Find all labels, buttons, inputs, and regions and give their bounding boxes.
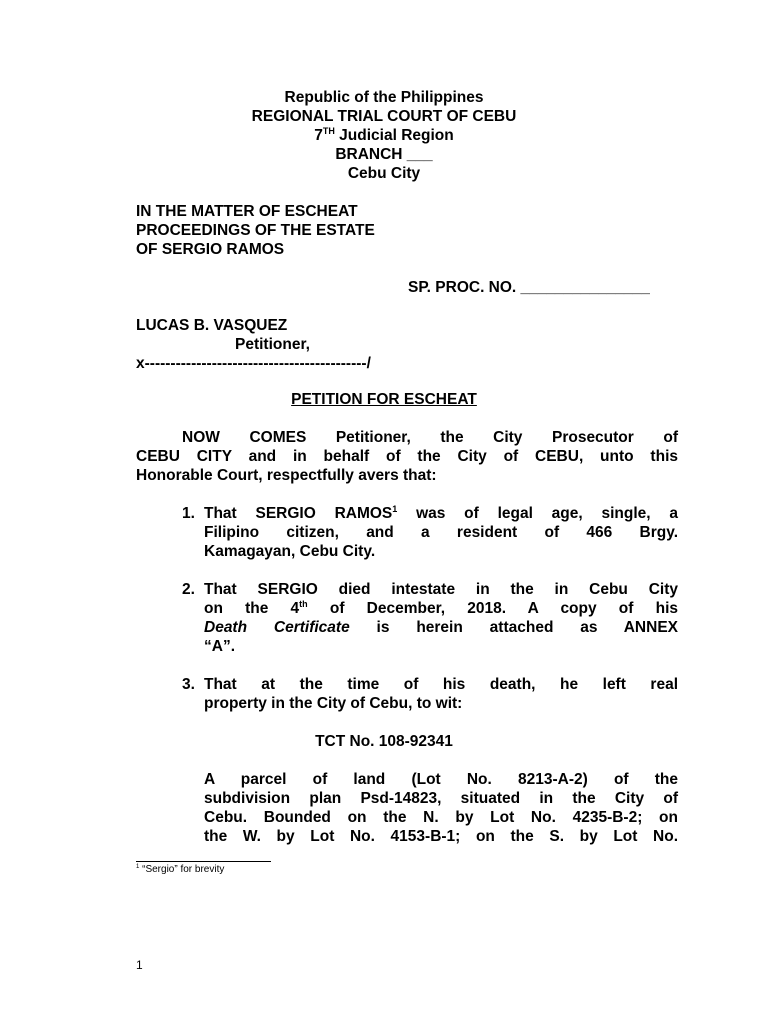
header-region: 7TH Judicial Region [314,126,454,144]
item-2-line-3: Death Certificate is herein attached as ANNEX [204,619,678,636]
caption-matter-line-3: OF SERGIO RAMOS [136,241,285,258]
caption-separator: x-------------------------------------------/ [136,355,371,372]
item-1-line-2: Filipino citizen, and a resident of 466 Brgy. [204,524,678,541]
petitioner-name: LUCAS B. VASQUEZ [136,317,288,334]
document-title: PETITION FOR ESCHEAT [291,391,477,408]
footnote: $^1$ “Sergio” for brevity [136,864,225,875]
land-line-3: Cebu. Bounded on the N. by Lot No. 4235-B-2; on [204,809,678,826]
land-line-2: subdivision plan Psd-14823, situated in the City of [204,790,678,807]
tct-number: TCT No. 108-92341 [315,733,453,750]
footnote-divider [136,861,271,862]
header-branch: BRANCH ___ [335,146,433,163]
intro-line-3: Honorable Court, respectfully avers that: [136,467,437,484]
item-2-line-2: on the 4th of December, 2018. A copy of his [204,599,678,617]
land-line-1: A parcel of land (Lot No. 8213-A-2) of the [204,771,678,788]
item-2-line-4: “A”. [204,638,235,655]
item-1-line-1: That SERGIO RAMOS$^1$ was of legal age, single, a [204,504,678,522]
petitioner-role: Petitioner, [235,336,310,353]
item-3-line-1: That at the time of his death, he left real [204,676,678,693]
item-2-number: 2. [182,581,195,598]
item-1-number: 1. [182,505,195,522]
header-city: Cebu City [347,165,421,182]
caption-matter-line-2: PROCEEDINGS OF THE ESTATE [136,222,375,239]
item-3-line-2: property in the City of Cebu, to wit: [204,695,463,712]
proc-number: SP. PROC. NO. _______________ [408,279,650,296]
header-republic: Republic of the Philippines [284,89,484,106]
item-1-line-3: Kamagayan, Cebu City. [204,543,376,560]
intro-line-1: NOW COMES Petitioner, the City Prosecutor of [182,429,678,446]
item-3-number: 3. [182,676,195,693]
page-number: 1 [136,958,143,972]
header-court: REGIONAL TRIAL COURT OF CEBU [251,108,517,125]
land-line-4: the W. by Lot No. 4153-B-1; on the S. by Lot No. [204,828,678,845]
intro-line-2: CEBU CITY and in behalf of the City of CEBU, unto this [136,448,678,465]
caption-matter-line-1: IN THE MATTER OF ESCHEAT [136,203,358,220]
item-2-line-1: That SERGIO died intestate in the in Cebu City [204,581,678,598]
